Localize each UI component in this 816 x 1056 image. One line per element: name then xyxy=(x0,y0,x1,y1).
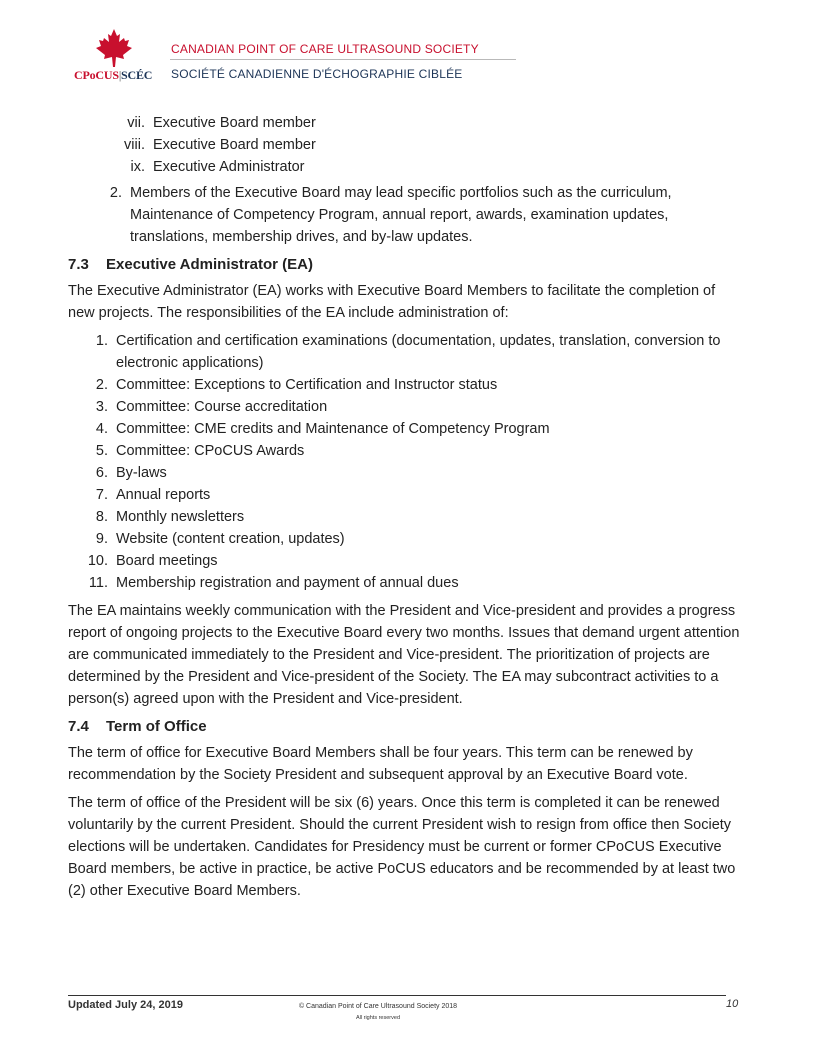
page-number: 10 xyxy=(726,998,739,1010)
section-heading-7-3: 7.3 Executive Administrator (EA) xyxy=(68,256,313,273)
document-body xyxy=(68,112,744,908)
list-item: 5. Committee: CPoCUS Awards xyxy=(95,443,305,459)
list-item: 3. Committee: Course accreditation xyxy=(95,399,328,415)
list-item: 1. Certification and certification examinations (documentation, updates, translation, conversion to electronic applications) xyxy=(95,333,721,371)
board-member-list xyxy=(68,112,744,178)
list-item: 11. Membership registration and payment of annual dues xyxy=(88,575,459,591)
logo-wordmark: CPoCUS|SCÉC xyxy=(74,68,153,82)
list-item: vii. Executive Board member xyxy=(127,115,316,131)
section-heading-7-4: 7.4 Term of Office xyxy=(68,718,207,735)
portfolio-list xyxy=(68,182,744,248)
ea-responsibilities-list xyxy=(68,330,744,594)
footer-updated-date: Updated July 24, 2019 xyxy=(68,999,183,1011)
list-item: viii. Executive Board member xyxy=(124,137,316,153)
term-paragraph-1: The term of office for Executive Board Members shall be four years. This term can be renewed by recommendation by the Society President and subsequent approval by an Executive Board vote. xyxy=(68,745,693,783)
footer-rights: All rights reserved xyxy=(355,1015,401,1021)
term-paragraph-2: The term of office of the President will be six (6) years. Once this term is completed it can be renewed voluntarily by the current President. Should the current President wish to resign from office then Society elections will be undertaken. Candidates for Presidency must be current or former CPoCUS Executive Board members, be active in practice, be active PoCUS educators and be recommended by at least two (2) other Executive Board Members. xyxy=(68,795,736,899)
list-item: 6. By-laws xyxy=(95,465,167,481)
list-item: 2. Members of the Executive Board may lead specific portfolios such as the curriculum, Maintenance of Competency Program, annual report, awards, examination updates, translations, membership drives, and by-law updates. xyxy=(109,185,672,245)
header-divider xyxy=(170,59,516,60)
list-item: 4. Committee: CME credits and Maintenance of Competency Program xyxy=(95,421,550,437)
footer-copyright: © Canadian Point of Care Ultrasound Society 2018 xyxy=(298,1003,458,1010)
society-logo xyxy=(74,28,160,88)
maple-leaf-icon xyxy=(92,28,136,68)
page-header xyxy=(0,0,816,100)
list-item: 10. Board meetings xyxy=(87,553,218,569)
list-item: 9. Website (content creation, updates) xyxy=(95,531,345,547)
list-item: 8. Monthly newsletters xyxy=(95,509,245,525)
ea-intro-paragraph: The Executive Administrator (EA) works with Executive Board Members to facilitate the completion of new projects. The responsibilities of the EA include administration of: xyxy=(68,283,716,321)
list-item: 2. Committee: Exceptions to Certification and Instructor status xyxy=(95,377,498,393)
list-item: ix. Executive Administrator xyxy=(130,159,305,175)
org-name-english: CANADIAN POINT OF CARE ULTRASOUND SOCIETY xyxy=(171,42,479,56)
ea-closing-paragraph: The EA maintains weekly communication with the President and Vice-president and provides a progress report of ongoing projects to the Executive Board every two months. Issues that demand urgent attention are communicated immediately to the President and Vice-president. The prioritization of projects are determined by the President and Vice-president of the Society. The EA may subcontract activities to a person(s) agreed upon with the President and Vice-president. xyxy=(68,603,740,707)
org-name-french: SOCIÉTÉ CANADIENNE D'ÉCHOGRAPHIE CIBLÉE xyxy=(171,67,463,81)
list-item: 7. Annual reports xyxy=(95,487,211,503)
footer-divider xyxy=(68,995,726,996)
